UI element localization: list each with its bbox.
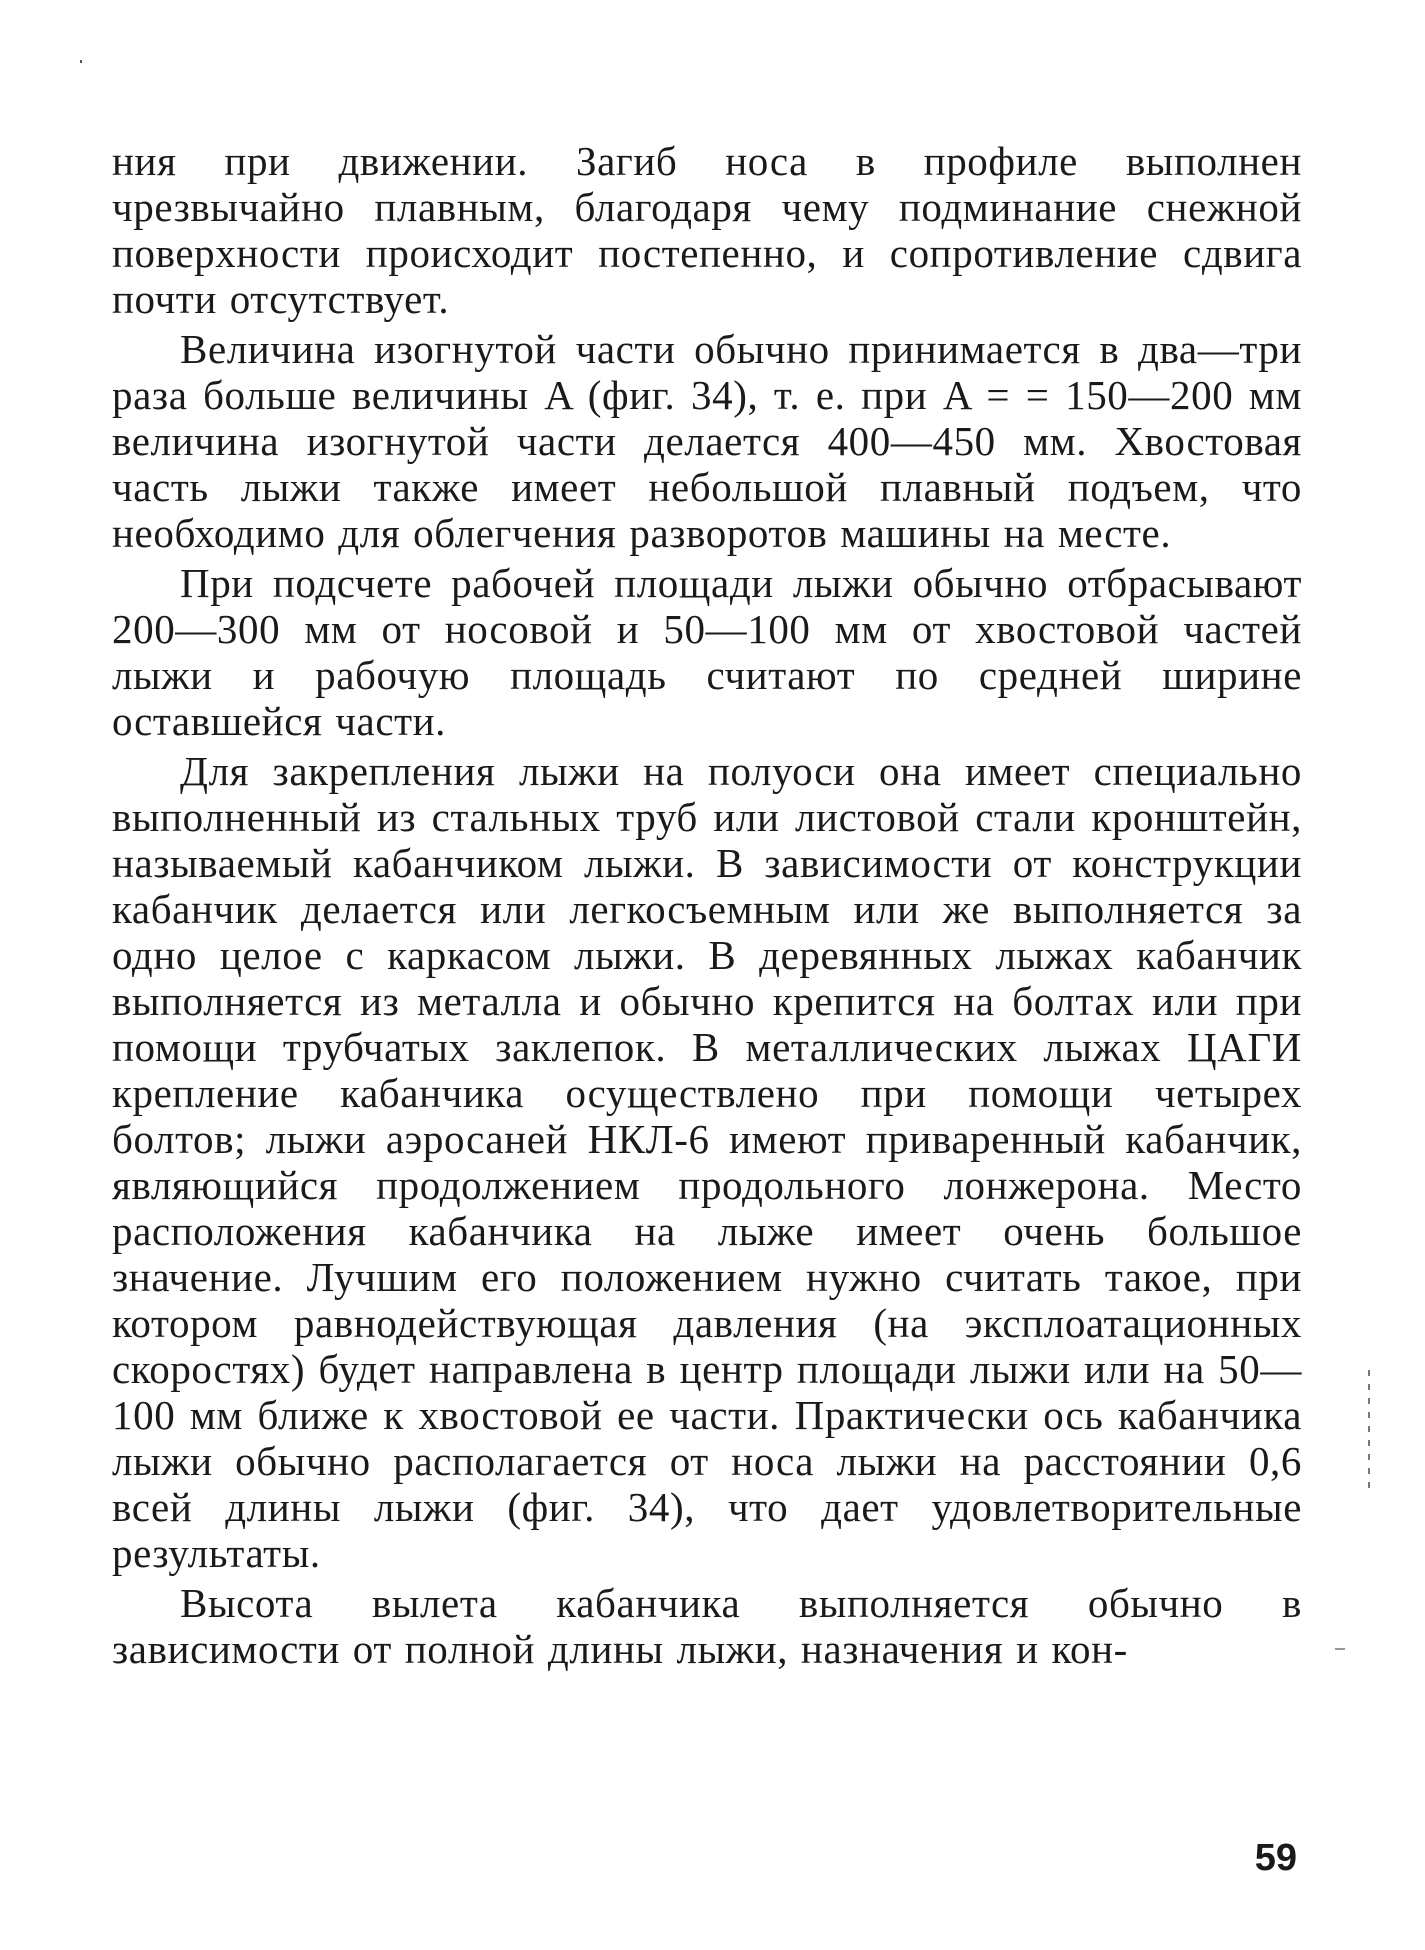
paragraph-continuation: ния при движении. Загиб носа в профиле выполнен чрезвычайно плавным, благодаря чему подминание снежной поверхности происходит постепенно, и сопротивление сдвига почти отсутствует. <box>112 138 1302 322</box>
body-text <box>112 138 1302 1672</box>
scan-margin-mark <box>1368 1370 1370 1490</box>
paragraph-working-area: При подсчете рабочей площади лыжи обычно отбрасывают 200—300 мм от носовой и 50—100 мм от хвостовой частей лыжи и рабочую площадь считают по средней ширине оставшейся части. <box>112 560 1302 744</box>
scan-speck <box>80 60 82 63</box>
paragraph-curved-part: Величина изогнутой части обычно принимается в два—три раза больше величины A (фиг. 34), т. е. при A = = 150—200 мм величина изогнутой части делается 400—450 мм. Хвостовая часть лыжи также имеет небольшой плавный подъем, что необходимо для облегчения разворотов машины на месте. <box>112 326 1302 556</box>
paragraph-ski-bracket: Для закрепления лыжи на полуоси она имеет специально выполненный из стальных труб или листовой стали кронштейн, называемый кабанчиком лыжи. В зависимости от конструкции кабанчик делается или легкосъемным или же выполняется за одно целое с каркасом лыжи. В деревянных лыжах кабанчик выполняется из металла и обычно крепится на болтах или при помощи трубчатых заклепок. В металлических лыжах ЦАГИ крепление кабанчика осуществлено при помощи четырех болтов; лыжи аэросаней НКЛ-6 имеют приваренный кабанчик, являющийся продолжением продольного лонжерона. Место расположения кабанчика на лыже имеет очень большое значение. Лучшим его положением нужно считать такое, при котором равнодействующая давления (на эксплоатационных скоростях) будет направлена в центр площади лыжи или на 50—100 мм ближе к хвостовой ее части. Практически ось кабанчика лыжи обычно располагается от носа лыжи на расстоянии 0,6 всей длины лыжи (фиг. 34), что дает удовлетворительные результаты. <box>112 748 1302 1576</box>
scan-dash-mark <box>1335 1648 1345 1650</box>
page-number: 59 <box>1254 1837 1297 1879</box>
paragraph-bracket-height: Высота вылета кабанчика выполняется обычно в зависимости от полной длины лыжи, назначения и кон- <box>112 1580 1302 1672</box>
